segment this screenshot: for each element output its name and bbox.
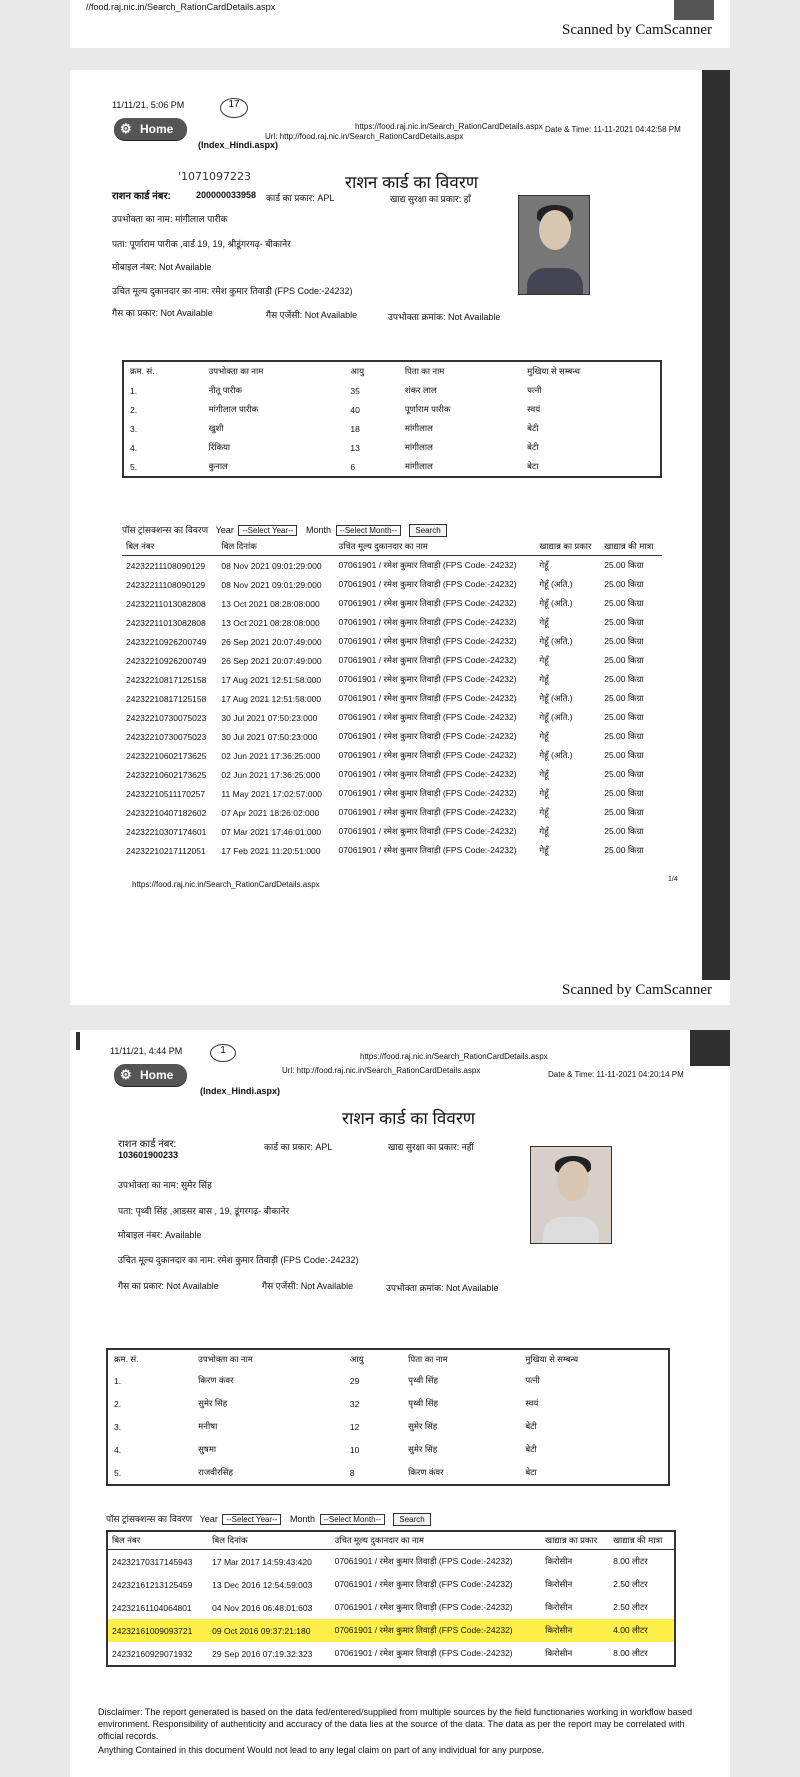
member-name: सुषमा [198, 1444, 217, 1454]
fps-dealer: 07061901 / रमेश कुमार तिवाड़ी (FPS Code:-24232) [338, 731, 517, 741]
consumer-number: उपभोक्ता क्रमांक: Not Available [386, 1283, 499, 1293]
fps-dealer: 07061901 / रमेश कुमार तिवाड़ी (FPS Code:-24232) [334, 1556, 513, 1566]
handwritten-number: '1071097223 [178, 170, 252, 183]
fps-dealer: 07061901 / रमेश कुमार तिवाड़ी (FPS Code:-24232) [338, 845, 517, 855]
transaction-row [122, 651, 662, 670]
fps-dealer: 07061901 / रमेश कुमार तिवाड़ी (FPS Code:-24232) [338, 712, 517, 722]
gas-type: गैस का प्रकार: Not Available [112, 308, 213, 318]
grain-quantity: 25.00 किग्रा [604, 674, 644, 684]
grain-type: किरोसीन [541, 1619, 609, 1642]
grain-quantity: 25.00 किग्रा [604, 560, 644, 570]
year-select[interactable]: --Select Year-- [222, 1514, 281, 1525]
member-row [107, 1392, 669, 1415]
bill-date: 13 Dec 2016 12:54:59:003 [212, 1579, 313, 1590]
cardholder-photo [518, 195, 590, 295]
transaction-row [122, 613, 662, 632]
grain-quantity: 25.00 किग्रा [604, 693, 644, 703]
bill-number: 24232210926200749 [126, 655, 207, 666]
bill-number: 24232211108090129 [126, 579, 206, 590]
index-link[interactable]: (Index_Hindi.aspx) [200, 1086, 281, 1096]
pos-label: पॉस ट्रांसक्शन्स का विवरण [106, 1514, 193, 1524]
grain-type: गेहूँ (अति.) [539, 712, 573, 722]
member-row [107, 1369, 669, 1392]
grain-type: गेहूँ [539, 655, 549, 665]
bill-number: 24232160929071932 [112, 1648, 193, 1659]
member-serial: 5. [130, 461, 138, 472]
transaction-row [107, 1573, 675, 1596]
transaction-row [122, 746, 662, 765]
col-bill-date: बिल दिनांक [217, 538, 334, 556]
bill-date: 13 Oct 2021 08:28:08:000 [221, 598, 320, 609]
grain-type: किरोसीन [545, 1556, 573, 1566]
page-url: https://food.raj.nic.in/Search_RationCardDetails.aspx [360, 1052, 548, 1061]
col-father-name: पिता का नाम [408, 1354, 448, 1364]
grain-type: गेहूँ [539, 560, 549, 570]
grain-type: गेहूँ [539, 845, 549, 855]
year-select[interactable]: --Select Year-- [238, 525, 297, 536]
col-grain-type: खाद्यान्न का प्रकार [541, 1531, 609, 1550]
grain-quantity: 4.00 लीटर [609, 1619, 675, 1642]
page-number: 1/4 [668, 876, 678, 883]
member-relation: बेटी [527, 442, 539, 452]
bill-number: 24232210217112051 [126, 845, 206, 856]
member-row [107, 1461, 669, 1485]
grain-quantity: 2.50 लीटर [613, 1579, 648, 1589]
col-fps-dealer: उचित मूल्य दुकानदार का नाम [331, 1531, 542, 1550]
year-label: Year [199, 1514, 218, 1524]
member-relation: बेटी [525, 1421, 537, 1431]
transaction-row [122, 822, 662, 841]
transaction-row [122, 784, 662, 803]
member-father-name: पृथ्वी सिंह [408, 1398, 439, 1408]
bill-date: 17 Feb 2021 11:20:51:000 [221, 845, 321, 856]
member-serial: 1. [130, 385, 138, 396]
scan-dark-edge [690, 1030, 730, 1066]
footer-url: https://food.raj.nic.in/Search_RationCardDetails.aspx [132, 880, 320, 889]
col-fps-dealer: उचित मूल्य दुकानदार का नाम [335, 538, 536, 556]
grain-type: गेहूँ (अति.) [539, 598, 573, 608]
pos-label: पॉस ट्रांसक्शन्स का विवरण [122, 525, 209, 535]
url-line: Url: http://food.raj.nic.in/Search_RationCardDetails.aspx [265, 132, 464, 141]
member-row [123, 419, 661, 438]
grain-type: गेहूँ [539, 807, 549, 817]
bill-number: 24232161009093721 [107, 1619, 208, 1642]
member-relation: पत्नी [527, 385, 542, 395]
page-url: https://food.raj.nic.in/Search_RationCardDetails.aspx [355, 122, 543, 131]
col-bill-number: बिल नंबर [107, 1531, 208, 1550]
col-consumer-name: उपभोक्ता का नाम [208, 366, 264, 376]
member-father-name: किरण कंवर [408, 1467, 444, 1477]
col-consumer-name: उपभोक्ता का नाम [198, 1354, 253, 1364]
grain-quantity: 25.00 किग्रा [604, 807, 644, 817]
fps-dealer: 07061901 / रमेश कुमार तिवाड़ी (FPS Code:-24232) [338, 769, 517, 779]
bill-date: 17 Mar 2017 14:59:43:420 [212, 1556, 312, 1567]
fps-dealer-name: उचित मूल्य दुकानदार का नाम: रमेश कुमार तिवाड़ी (FPS Code:-24232) [118, 1255, 359, 1265]
fps-dealer: 07061901 / रमेश कुमार तिवाड़ी (FPS Code:-24232) [338, 826, 517, 836]
month-label: Month [305, 525, 331, 535]
member-row [123, 457, 661, 477]
gear-icon: ⚙ [120, 121, 132, 136]
member-father-name: मांगीलाल [404, 442, 433, 452]
member-age: 8 [349, 1467, 355, 1478]
handwritten-page-mark: 1 [210, 1044, 236, 1062]
bill-date: 30 Jul 2021 07:50:23:000 [221, 712, 318, 723]
transaction-row [122, 765, 662, 784]
fps-dealer: 07061901 / रमेश कुमार तिवाड़ी (FPS Code:-24232) [338, 693, 517, 703]
transaction-row [122, 575, 662, 594]
member-name: राजवीरसिंह [198, 1467, 234, 1477]
bill-number: 24232210730075023 [126, 712, 207, 723]
gas-agency: गैस एजेंसी: Not Available [266, 310, 358, 320]
top-scan-strip [70, 0, 730, 48]
bill-number: 24232210817125158 [126, 674, 207, 685]
gas-agency: गैस एजेंसी: Not Available [262, 1281, 354, 1291]
fps-dealer: 07061901 / रमेश कुमार तिवाड़ी (FPS Code:-24232) [331, 1619, 542, 1642]
bill-number: 24232211108090129 [126, 560, 206, 571]
transactions-table [106, 1530, 676, 1667]
member-serial: 4. [114, 1444, 122, 1455]
transaction-row [122, 594, 662, 613]
member-serial: 1. [114, 1375, 122, 1386]
fps-dealer: 07061901 / रमेश कुमार तिवाड़ी (FPS Code:-24232) [338, 636, 517, 646]
member-father-name: पृथ्वी सिंह [408, 1375, 439, 1385]
grain-type: गेहूँ [539, 788, 549, 798]
bill-date: 02 Jun 2021 17:36:25:000 [221, 769, 321, 780]
col-age: आयु [350, 366, 365, 376]
card-number: 103601900233 [118, 1150, 179, 1160]
transaction-row [122, 689, 662, 708]
index-link[interactable]: (Index_Hindi.aspx) [198, 140, 279, 150]
bill-number: 24232210307174601 [126, 826, 207, 837]
fps-dealer: 07061901 / रमेश कुमार तिवाड़ी (FPS Code:-24232) [338, 750, 517, 760]
camscanner-watermark: Scanned by CamScanner [562, 22, 712, 38]
member-age: 13 [350, 442, 360, 453]
col-father-name: पिता का नाम [404, 366, 445, 376]
bill-number: 24232161104064801 [112, 1602, 192, 1613]
transaction-row [122, 556, 662, 576]
members-table [106, 1348, 670, 1486]
tx-header-row [107, 1531, 675, 1550]
member-serial: 2. [114, 1398, 122, 1409]
address: पता: पृथ्वी सिंह ,आडसर बास , 19, डूंगरगढ़- बीकानेर [118, 1206, 290, 1216]
grain-type: गेहूँ (अति.) [539, 579, 573, 589]
transaction-row [122, 708, 662, 727]
pos-controls [122, 523, 447, 537]
member-age: 32 [349, 1398, 360, 1409]
member-row [123, 381, 661, 400]
scan-dark-edge [702, 70, 730, 980]
grain-type: किरोसीन [545, 1648, 573, 1658]
member-age: 35 [350, 385, 360, 396]
member-age: 12 [349, 1421, 360, 1432]
member-name: खुशी [208, 423, 224, 433]
grain-quantity: 25.00 किग्रा [604, 636, 644, 646]
col-grain-qty: खाद्यान्न की मात्रा [600, 538, 662, 556]
grain-quantity: 25.00 किग्रा [604, 617, 644, 627]
member-age: 10 [349, 1444, 360, 1455]
bill-number: 24232161213125459 [112, 1579, 193, 1590]
print-timestamp: 11/11/21, 4:44 PM [110, 1046, 183, 1056]
page-2 [70, 1030, 730, 1777]
consumer-name: उपभोक्ता का नाम: मांगीलाल पारीक [112, 214, 228, 224]
member-relation: बेटी [525, 1444, 537, 1454]
transaction-row [107, 1596, 675, 1619]
bill-number: 24232210407182602 [126, 807, 207, 818]
bill-date: 26 Sep 2021 20:07:49:000 [221, 636, 322, 647]
fps-dealer: 07061901 / रमेश कुमार तिवाड़ी (FPS Code:-24232) [338, 617, 517, 627]
member-father-name: शंकर लाल [404, 385, 437, 395]
page-title: राशन कार्ड का विवरण [342, 1109, 476, 1128]
gas-type: गैस का प्रकार: Not Available [118, 1281, 219, 1291]
member-relation: बेटा [525, 1467, 537, 1477]
grain-type: किरोसीन [545, 1579, 573, 1589]
member-serial: 3. [130, 423, 138, 434]
bill-date: 02 Jun 2021 17:36:25:000 [221, 750, 321, 761]
member-father-name: मांगीलाल [404, 423, 433, 433]
grain-quantity: 8.00 लीटर [613, 1556, 648, 1566]
fps-dealer: 07061901 / रमेश कुमार तिवाड़ी (FPS Code:-24232) [334, 1648, 513, 1658]
member-name: रिंकिया [208, 442, 231, 452]
card-type: कार्ड का प्रकार: APL [264, 1142, 333, 1152]
member-relation: बेटा [527, 461, 539, 471]
grain-type: गेहूँ [539, 617, 549, 627]
transaction-row [122, 632, 662, 651]
card-type: कार्ड का प्रकार: APL [266, 193, 335, 203]
gear-icon: ⚙ [120, 1067, 132, 1082]
grain-type: गेहूँ [539, 674, 549, 684]
grain-quantity: 25.00 किग्रा [604, 788, 644, 798]
page-title: राशन कार्ड का विवरण [345, 173, 479, 192]
fps-dealer: 07061901 / रमेश कुमार तिवाड़ी (FPS Code:-24232) [338, 560, 517, 570]
home-label: Home [140, 1068, 174, 1082]
card-number: 200000033958 [196, 190, 257, 200]
grain-quantity: 25.00 किग्रा [604, 845, 644, 855]
members-header-row [123, 361, 661, 381]
mobile-number: मोबाइल नंबर: Available [118, 1230, 202, 1240]
date-time: Date & Time: 11-11-2021 04:20:14 PM [548, 1070, 684, 1079]
col-grain-qty: खाद्यान्न की मात्रा [609, 1531, 675, 1550]
member-age: 29 [349, 1375, 360, 1386]
bill-date: 09 Oct 2016 09:37:21:180 [208, 1619, 330, 1642]
bill-number: 24232210602173625 [126, 769, 207, 780]
consumer-number: उपभोक्ता क्रमांक: Not Available [388, 312, 501, 322]
fps-dealer: 07061901 / रमेश कुमार तिवाड़ी (FPS Code:-24232) [334, 1602, 513, 1612]
grain-type: गेहूँ (अति.) [539, 693, 573, 703]
member-serial: 4. [130, 442, 138, 453]
member-row [107, 1415, 669, 1438]
grain-type: गेहूँ [539, 826, 549, 836]
member-name: मनीषा [198, 1421, 218, 1431]
bill-number: 24232210730075023 [126, 731, 207, 742]
food-security-type: खाद्य सुरक्षा का प्रकार: हाँ [390, 194, 471, 204]
home-button[interactable] [114, 118, 187, 140]
grain-quantity: 25.00 किग्रा [604, 826, 644, 836]
bill-date: 08 Nov 2021 09:01:29:000 [221, 560, 322, 571]
grain-quantity: 25.00 किग्रा [604, 712, 644, 722]
fps-dealer: 07061901 / रमेश कुमार तिवाड़ी (FPS Code:-24232) [338, 579, 517, 589]
member-relation: स्वयं [525, 1398, 539, 1408]
search-button[interactable]: Search [409, 524, 446, 537]
bill-date: 17 Aug 2021 12:51:58:000 [221, 674, 322, 685]
bill-number: 24232170317145943 [112, 1556, 193, 1567]
camscanner-watermark: Scanned by CamScanner [562, 982, 712, 998]
transaction-row [122, 670, 662, 689]
member-serial: 5. [114, 1467, 122, 1478]
member-father-name: मांगीलाल [404, 461, 433, 471]
member-row [123, 400, 661, 419]
home-label: Home [140, 122, 174, 136]
consumer-name: उपभोक्ता का नाम: सुमेर सिंह [118, 1180, 212, 1190]
transaction-row [107, 1550, 675, 1574]
page-1 [70, 70, 730, 1005]
year-label: Year [215, 525, 234, 535]
grain-type: गेहूँ (अति.) [539, 636, 573, 646]
handwritten-page-mark: 17 [220, 98, 248, 118]
member-serial: 2. [130, 404, 138, 415]
dark-edge [674, 0, 714, 20]
home-button[interactable] [114, 1064, 187, 1086]
transaction-row [122, 803, 662, 822]
grain-quantity: 25.00 किग्रा [604, 731, 644, 741]
member-row [107, 1438, 669, 1461]
top-strip-url: //food.raj.nic.in/Search_RationCardDetails.aspx [86, 2, 276, 12]
card-number-label: राशन कार्ड नंबर: [118, 1139, 177, 1150]
grain-quantity: 2.50 लीटर [613, 1602, 648, 1612]
col-grain-type: खाद्यान्न का प्रकार [535, 538, 600, 556]
col-relation: मुखिया से सम्बन्ध [527, 366, 580, 376]
col-serial: क्रम. सं. [114, 1354, 139, 1364]
grain-quantity: 25.00 किग्रा [604, 655, 644, 665]
transaction-row [107, 1619, 675, 1642]
grain-type: किरोसीन [545, 1602, 573, 1612]
month-select[interactable]: --Select Month-- [320, 1514, 385, 1525]
transactions-table [122, 538, 662, 860]
member-father-name: सुमेर सिंह [408, 1444, 438, 1454]
members-table [122, 360, 662, 478]
grain-quantity: 25.00 किग्रा [604, 769, 644, 779]
bill-date: 08 Nov 2021 09:01:29:000 [221, 579, 322, 590]
transaction-row [122, 841, 662, 860]
grain-type: गेहूँ [539, 769, 549, 779]
transaction-row [122, 727, 662, 746]
member-age: 18 [350, 423, 360, 434]
member-relation: स्वयं [527, 404, 541, 414]
fps-dealer: 07061901 / रमेश कुमार तिवाड़ी (FPS Code:-24232) [338, 655, 517, 665]
address: पता: पूर्णाराम पारीक ,वार्ड 19, 19, श्रीडूंगरगढ़- बीकानेर [112, 239, 291, 249]
scan-dark-edge-left [76, 1032, 80, 1050]
member-serial: 3. [114, 1421, 122, 1432]
bill-date: 26 Sep 2021 20:07:49:000 [221, 655, 322, 666]
bill-date: 30 Jul 2021 07:50:23:000 [221, 731, 318, 742]
tx-header-row [122, 538, 662, 556]
member-name: किरण कंवर [198, 1375, 234, 1385]
month-label: Month [289, 1514, 315, 1524]
members-header-row [107, 1349, 669, 1369]
fps-dealer: 07061901 / रमेश कुमार तिवाड़ी (FPS Code:-24232) [338, 788, 517, 798]
member-father-name: सुमेर सिंह [408, 1421, 438, 1431]
url-line: Url: http://food.raj.nic.in/Search_RationCardDetails.aspx [282, 1066, 481, 1075]
member-relation: पत्नी [525, 1375, 540, 1385]
fps-dealer: 07061901 / रमेश कुमार तिवाड़ी (FPS Code:-24232) [338, 598, 517, 608]
bill-date: 04 Nov 2016 06:48:01:603 [212, 1602, 313, 1613]
fps-dealer-name: उचित मूल्य दुकानदार का नाम: रमेश कुमार तिवाड़ी (FPS Code:-24232) [112, 286, 353, 296]
bill-number: 24232210926200749 [126, 636, 207, 647]
bill-number: 24232211013082808 [126, 617, 206, 628]
bill-date: 11 May 2021 17:02:57:000 [221, 788, 322, 799]
member-relation: बेटी [527, 423, 539, 433]
month-select[interactable]: --Select Month-- [336, 525, 401, 536]
grain-quantity: 8.00 लीटर [613, 1648, 648, 1658]
food-security-type: खाद्य सुरक्षा का प्रकार: नहीं [388, 1142, 474, 1152]
col-bill-date: बिल दिनांक [208, 1531, 330, 1550]
bill-number: 24232210511170257 [126, 788, 206, 799]
mobile-number: मोबाइल नंबर: Not Available [112, 262, 212, 272]
disclaimer: Disclaimer: The report generated is based on the data fed/entered/supplied from multiple sources by the field functionaries working in workflow based environment. Responsibility of authenticity and accuracy of the data lies at the source of the data. The data as per the report may be correlated with official records. [98, 1707, 693, 1741]
member-father-name: पूर्णाराम पारीक [404, 404, 451, 414]
col-age: आयु [349, 1354, 364, 1364]
fps-dealer: 07061901 / रमेश कुमार तिवाड़ी (FPS Code:-24232) [334, 1579, 513, 1589]
grain-type: गेहूँ (अति.) [539, 750, 573, 760]
col-bill-number: बिल नंबर [122, 538, 217, 556]
card-number-label: राशन कार्ड नंबर: [112, 191, 171, 202]
date-time: Date & Time: 11-11-2021 04:42:58 PM [545, 125, 681, 134]
member-row [123, 438, 661, 457]
bill-number: 24232210817125158 [126, 693, 207, 704]
transaction-row [107, 1642, 675, 1666]
bill-date: 13 Oct 2021 08:28:08:000 [221, 617, 320, 628]
member-name: कुनाल [208, 461, 228, 471]
bill-date: 29 Sep 2016 07:19:32:323 [212, 1648, 313, 1659]
col-relation: मुखिया से सम्बन्ध [525, 1354, 579, 1364]
member-age: 40 [350, 404, 360, 415]
grain-quantity: 25.00 किग्रा [604, 579, 644, 589]
grain-quantity: 25.00 किग्रा [604, 598, 644, 608]
search-button[interactable]: Search [393, 1513, 430, 1526]
member-name: मांगीलाल पारीक [208, 404, 259, 414]
pos-controls [106, 1512, 431, 1526]
member-name: नीतू पारीक [208, 385, 242, 395]
disclaimer-legal: Anything Contained in this document Would not lead to any legal claim on part of any individual for any purpose. [98, 1745, 545, 1755]
grain-quantity: 25.00 किग्रा [604, 750, 644, 760]
print-timestamp: 11/11/21, 5:06 PM [112, 100, 185, 110]
fps-dealer: 07061901 / रमेश कुमार तिवाड़ी (FPS Code:-24232) [338, 674, 517, 684]
fps-dealer: 07061901 / रमेश कुमार तिवाड़ी (FPS Code:-24232) [338, 807, 517, 817]
bill-date: 07 Apr 2021 18:26:02:000 [221, 807, 320, 818]
col-serial: क्रम. सं. [130, 366, 155, 376]
bill-date: 07 Mar 2021 17:46:01:000 [221, 826, 322, 837]
grain-type: गेहूँ [539, 731, 549, 741]
bill-number: 24232210602173625 [126, 750, 207, 761]
bill-date: 17 Aug 2021 12:51:58:000 [221, 693, 322, 704]
member-name: सुमेर सिंह [198, 1398, 228, 1408]
bill-number: 24232211013082808 [126, 598, 206, 609]
cardholder-photo [530, 1146, 612, 1244]
member-age: 6 [350, 461, 356, 472]
